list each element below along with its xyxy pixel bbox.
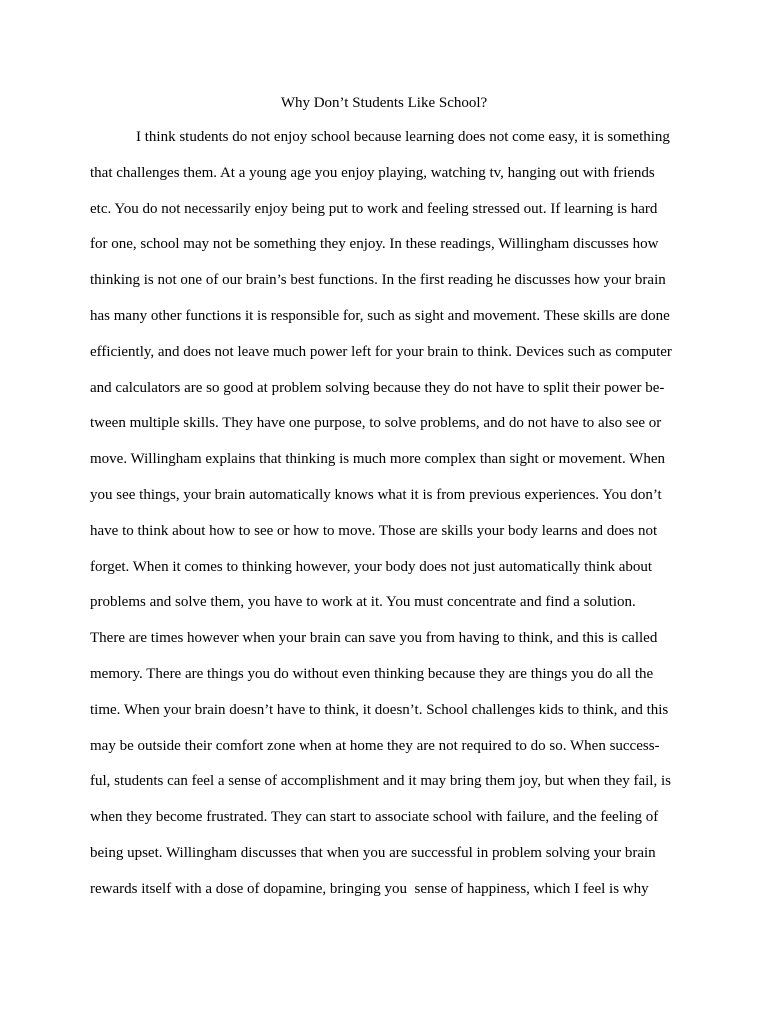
body-line: tween multiple skills. They have one purpose, to solve problems, and do not have to also see or [90, 415, 662, 432]
body-line: There are times however when your brain can save you from having to think, and this is called [90, 630, 658, 647]
body-line: forget. When it comes to thinking however, your body does not just automatically think about [90, 558, 653, 575]
body-line: may be outside their comfort zone when at home they are not required to do so. When success- [90, 737, 660, 754]
document-title: Why Don’t Students Like School? [280, 95, 488, 111]
body-line: when they become frustrated. They can start to associate school with failure, and the feeling of [90, 809, 659, 826]
body-line: ful, students can feel a sense of accomplishment and it may bring them joy, but when they fail, is [90, 773, 671, 790]
body-line: have to think about how to see or how to move. Those are skills your body learns and does not [90, 522, 658, 539]
body-line: has many other functions it is responsible for, such as sight and movement. These skills are done [90, 307, 670, 324]
body-line: you see things, your brain automatically knows what it is from previous experiences. You don’t [90, 486, 662, 503]
document-body [90, 127, 690, 915]
body-line: thinking is not one of our brain’s best functions. In the first reading he discusses how your brain [90, 272, 666, 289]
body-line: that challenges them. At a young age you enjoy playing, watching tv, hanging out with friends [90, 164, 655, 181]
body-line: etc. You do not necessarily enjoy being put to work and feeling stressed out. If learning is hard [90, 200, 658, 217]
body-line: I think students do not enjoy school because learning does not come easy, it is something [136, 129, 670, 145]
body-line: time. When your brain doesn’t have to think, it doesn’t. School challenges kids to think, and this [90, 701, 669, 718]
body-line: being upset. Willingham discusses that when you are successful in problem solving your brain [90, 844, 656, 861]
body-line: move. Willingham explains that thinking is much more complex than sight or movement. When [90, 451, 665, 468]
body-line: for one, school may not be something they enjoy. In these readings, Willingham discusses how [90, 236, 659, 253]
body-line: efficiently, and does not leave much power left for your brain to think. Devices such as computer [90, 343, 672, 360]
body-line: rewards itself with a dose of dopamine, bringing you sense of happiness, which I feel is why [90, 880, 649, 897]
body-line: problems and solve them, you have to work at it. You must concentrate and find a solution. [90, 594, 636, 611]
body-line: and calculators are so good at problem solving because they do not have to split their power be- [90, 379, 665, 396]
body-line: memory. There are things you do without even thinking because they are things you do all the [90, 665, 654, 682]
